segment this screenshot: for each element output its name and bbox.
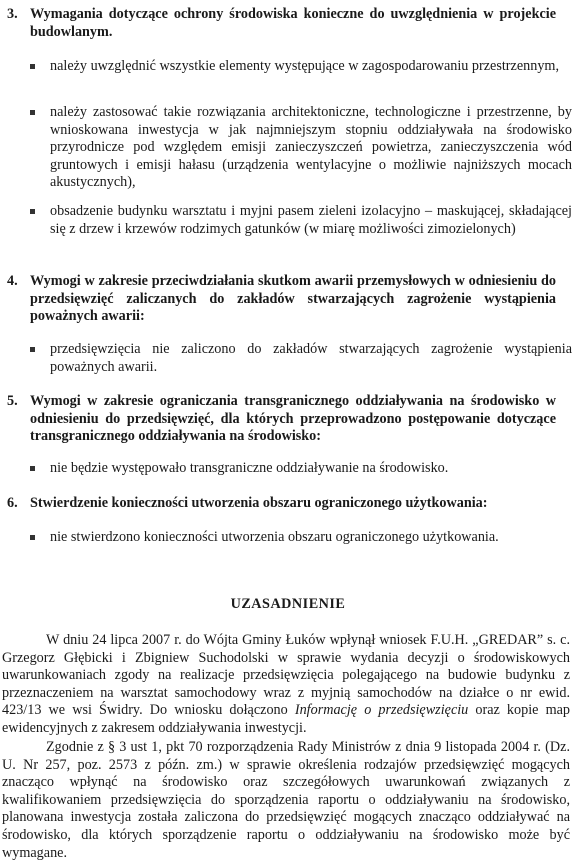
section-4-number: 4. [7,273,18,289]
section-3-bullet-3 [50,203,572,238]
bullet-text: nie stwierdzono konieczności utworzenia obszaru ograniczonego użytkowania. [50,529,499,545]
section-6-bullet-1 [50,529,572,547]
section-5-heading-text: Wymogi w zakresie ograniczania transgranicznego oddziaływania na środowisko w odniesieniu do przedsięwzięć, dla których przeprowadzono postępowanie dotyczące transgranicznego oddziaływania na środowisko: [30,393,556,445]
bullet-marker [30,347,35,352]
section-3-number: 3. [7,6,18,22]
bullet-text: należy zastosować takie rozwiązania architektoniczne, technologiczne i przestrzenne, by wnioskowana inwestycja w jak najmniejszym stopniu oddziaływała na środowisko przyrodnicze pod względem emisji zanieczyszczeń powietrza, zanieczyszczenia wód gruntowych i emisji hałasu (urządzenia wentylacyjne o możliwie najniższych mocach akustycznych), [50,104,572,191]
section-6-heading [7,495,556,513]
bullet-text: należy uwzględnić wszystkie elementy występujące w zagospodarowaniu przestrzennym, [50,58,559,74]
bullet-text: nie będzie występowało transgraniczne oddziaływanie na środowisko. [50,460,449,476]
bullet-marker [30,209,35,214]
bullet-marker [30,110,35,115]
bullet-marker [30,466,35,471]
section-3-heading-text: Wymagania dotyczące ochrony środowiska konieczne do uwzględnienia w projekcie budowlanym. [30,6,556,40]
paragraph-1-text-end: oraz kopie map ewidencyjnych z zakresem oddziaływania inwestycji. [2,702,570,736]
section-5-number: 5. [7,393,18,409]
section-4-bullet-1 [50,341,572,376]
section-3-bullet-2 [50,104,572,192]
section-3-heading [7,6,556,41]
bullet-marker [30,64,35,69]
bullet-text: obsadzenie budynku warsztatu i myjni pasem zieleni izolacyjno – maskującej, składającej się z drzew i krzewów rodzimych gatunków (w miarę możliwości zimozielonych) [50,203,572,237]
section-6-number: 6. [7,495,18,511]
justification-paragraph-2: Zgodnie z § 3 ust 1, pkt 70 rozporządzenia Rady Ministrów z dnia 9 listopada 2004 r. (Dz. U. Nr 257, poz. 2573 z późn. zm.) w sprawie określenia rodzajów przedsięwzięć mogących znacząco wpłynąć na środowisko oraz szczegółowych uwarunkowań związanych z kwalifikowaniem przedsięwzięcia do sporządzenia raportu o oddziaływaniu na środowisko, planowana inwestycja została zaliczona do przedsięwzięć mogących znacząco oddziaływać na środowisko, dla których sporządzenie raportu o oddziaływaniu na środowisko może być wymagane. [2,739,570,861]
section-5-bullet-1 [50,460,572,478]
paragraph-1-italic-term: Informację o przedsięwzięciu [294,702,469,719]
justification-paragraph-1 [2,632,570,738]
section-3-bullet-1 [50,58,572,76]
bullet-marker [30,535,35,540]
section-5-heading [7,393,556,446]
paragraph-1-text-start: W dniu 24 lipca 2007 r. do Wójta Gminy Łuków wpłynął wniosek F.U.H. „GREDAR” s. c. Grzegorz Głębicki i Zbigniew Suchodolski w sprawie wydania decyzji o środowiskowych uwarunkowaniach zgody na realizacje przedsięwzięcia polegającego na budowie budynku z przeznaczeniem na warsztat samochodowy wraz z myjnią samochodów na działce o nr ewid. 423/13 we wsi Świdry. Do wniosku dołączono [2,632,570,719]
section-4-heading-text: Wymogi w zakresie przeciwdziałania skutkom awarii przemysłowych w odniesieniu do przedsięwzięć zaliczanych do zakładów stwarzających zagrożenie wystąpienia poważnych awarii: [30,273,556,325]
section-6-heading-text: Stwierdzenie konieczności utworzenia obszaru ograniczonego użytkowania: [30,495,488,511]
bullet-text: przedsięwzięcia nie zaliczono do zakładów stwarzających zagrożenie wystąpienia poważnych awarii. [50,341,572,375]
justification-title: UZASADNIENIE [230,596,346,612]
section-4-heading [7,273,556,326]
